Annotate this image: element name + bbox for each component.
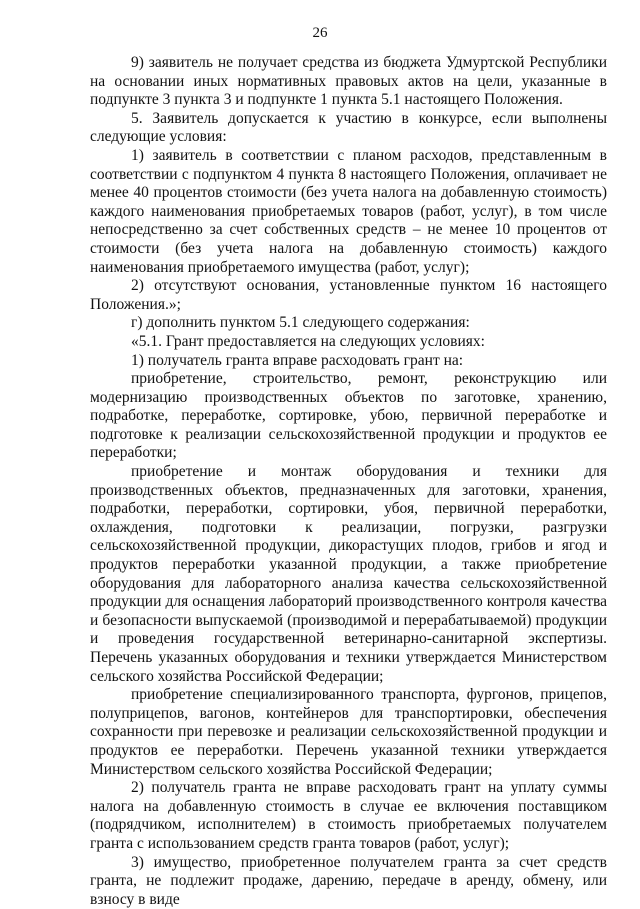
paragraph-condition-1: 1) заявитель в соответствии с планом расходов, представленным в соответствии с подпунктом 4 пункта 8 настоящего Положения, оплачивает не менее 40 процентов стоимости (без учета налога на добавленную стоимость) каждого наименования приобретаемых товаров (работ, услуг), в том числе непосредственно за счет собственных средств – не менее 10 процентов от стоимости (без учета налога на добавленную стоимость) каждого наименования приобретаемого имущества (работ, услуг); — [90, 146, 607, 276]
paragraph-clause-5-1: «5.1. Грант предоставляется на следующих условиях: — [131, 332, 485, 350]
paragraph-acquisition-construction: приобретение, строительство, ремонт, реконструкцию или модернизацию производственных объектов по заготовке, хранению, подработке, переработке, сортировке, убою, первичной переработке и подготовке к реализации сельскохозяйственной продукции и продуктов ее переработки; — [90, 370, 607, 462]
paragraph-property-restriction: 3) имущество, приобретенное получателем гранта за счет средств гранта, не подлежит продаже, дарению, передаче в аренду, обмену, или взносу в виде — [90, 853, 607, 908]
paragraph-clause-5: 5. Заявитель допускается к участию в конкурсе, если выполнены следующие условия: — [90, 109, 607, 146]
page-number: 26 — [312, 25, 328, 41]
paragraph-item-9: 9) заявитель не получает средства из бюджета Удмуртской Республики на основании иных нормативных правовых актов на цели, указанные в подпункте 3 пункта 3 и подпункте 1 пункта 5.1 настоящего Положения. — [90, 54, 607, 109]
paragraph-equipment-installation: приобретение и монтаж оборудования и техники для производственных объектов, предназначенных для заготовки, хранения, подработки, переработки, сортировки, убоя, первичной переработки, охлаждения, подготовки к реализации, погрузки, разгрузки сельскохозяйственной продукции, дикорастущих плодов, грибов и ягод и продуктов переработки указанной продукции, а также приобретение оборудования для лабораторного анализа качества сельскохозяйственной продукции для оснащения лабораторий производственного контроля качества и безопасности выпускаемой (производимой и перерабатываемой) продукции и проведения государственной ветеринарно-санитарной экспертизы. Перечень указанных оборудования и техники утверждается Министерством сельского хозяйства Российской Федерации; — [90, 463, 607, 685]
paragraph-grant-use: 1) получатель гранта вправе расходовать грант на: — [131, 351, 464, 369]
paragraph-condition-2: 2) отсутствуют основания, установленные пунктом 16 настоящего Положения.»; — [90, 277, 607, 313]
paragraph-vat-restriction: 2) получатель гранта не вправе расходовать грант на уплату суммы налога на добавленную стоимость в случае ее включения поставщиком (подрядчиком, исполнителем) в стоимость приобретаемых получателем гранта с использованием средств гранта товаров (работ, услуг); — [90, 779, 607, 852]
body-text — [90, 54, 607, 909]
paragraph-amendment-g: г) дополнить пунктом 5.1 следующего содержания: — [131, 314, 470, 332]
paragraph-special-transport: приобретение специализированного транспорта, фургонов, прицепов, полуприцепов, вагонов, контейнеров для транспортировки, обеспечения сохранности при перевозке и реализации сельскохозяйственной продукции и продуктов ее переработки. Перечень указанной техники утверждается Министерством сельского хозяйства Российской Федерации; — [90, 686, 607, 778]
